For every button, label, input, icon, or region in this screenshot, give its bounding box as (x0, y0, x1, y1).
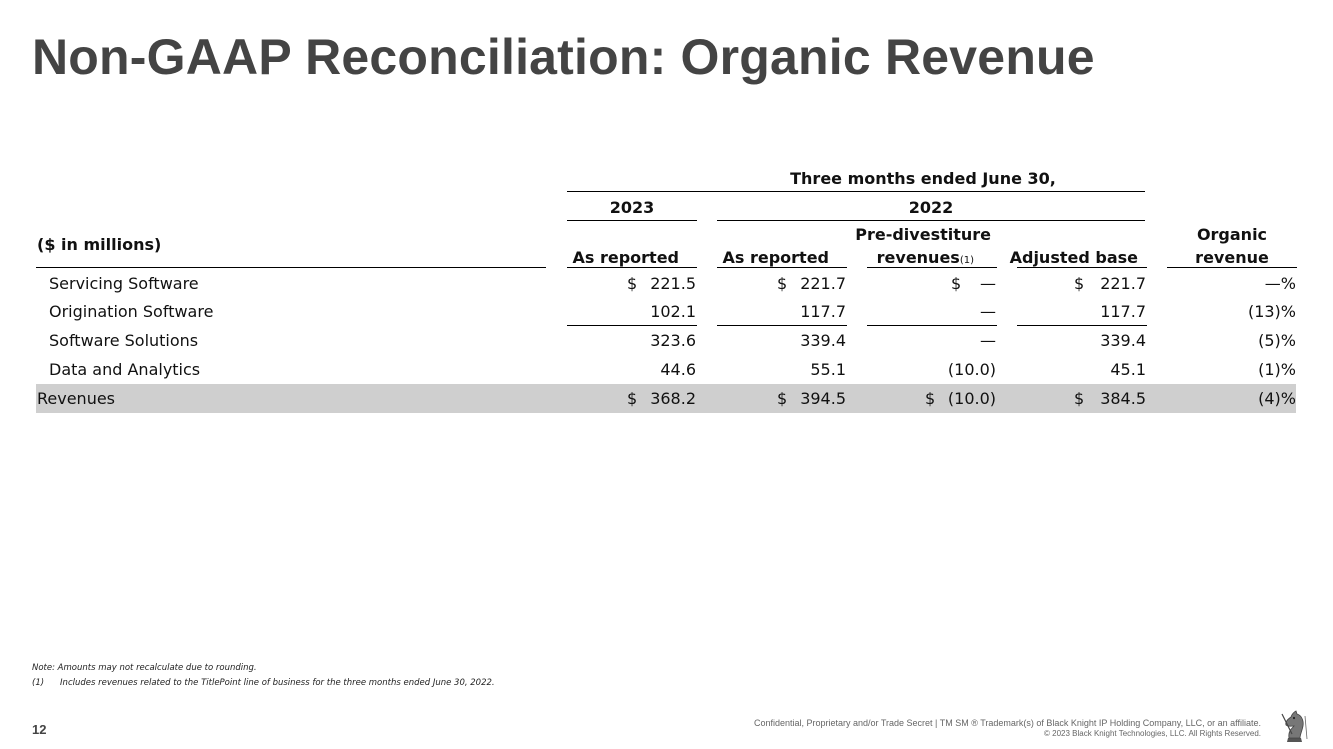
cell-revenues-organic: (4)% (1258, 389, 1296, 408)
cell-software-solutions-2022: 339.4 (800, 331, 846, 350)
cell-servicing-pre: — (980, 274, 996, 293)
header-rule-adjusted (1017, 267, 1147, 268)
row-label-servicing-software: Servicing Software (49, 274, 199, 293)
currency-symbol: $ (777, 389, 788, 408)
col-as-reported-2023: As reported (572, 248, 679, 267)
col-organic-line2: revenue (1195, 248, 1269, 267)
cell-servicing-adjusted: 221.7 (1100, 274, 1146, 293)
footer-confidential: Confidential, Proprietary and/or Trade Secret | TM SM ® Trademark(s) of Black Knight IP Holding Company, LLC, or an affiliate. (753, 718, 1261, 728)
cell-data-analytics-adjusted: 45.1 (1110, 360, 1146, 379)
currency-symbol: $ (627, 274, 638, 293)
header-rule-2022 (717, 267, 847, 268)
year-2022-header: 2022 (908, 198, 954, 217)
col-as-reported-2022: As reported (722, 248, 829, 267)
currency-symbol: $ (1074, 389, 1085, 408)
cell-servicing-organic: —% (1264, 274, 1296, 293)
subtotal-rule-2023 (567, 325, 697, 326)
currency-symbol: $ (925, 389, 936, 408)
col-adjusted-base: Adjusted base (1009, 248, 1138, 267)
cell-origination-pre: — (980, 302, 996, 321)
header-rule-2023 (567, 267, 697, 268)
cell-servicing-2022: 221.7 (800, 274, 846, 293)
cell-revenues-2022: 394.5 (800, 389, 846, 408)
col-pre-divestiture-footnote-ref: (1) (959, 255, 974, 266)
rounding-note: Note: Amounts may not recalculate due to rounding. (32, 663, 257, 673)
row-label-software-solutions: Software Solutions (49, 331, 199, 350)
cell-data-analytics-pre: (10.0) (947, 360, 996, 379)
black-knight-chess-knight-icon (1278, 708, 1310, 744)
header-rule-label (36, 267, 546, 268)
cell-data-analytics-organic: (1)% (1258, 360, 1296, 379)
currency-symbol: $ (777, 274, 788, 293)
year-2023-header: 2023 (609, 198, 655, 217)
cell-software-solutions-organic: (5)% (1258, 331, 1296, 350)
cell-data-analytics-2023: 44.6 (660, 360, 696, 379)
page-title: Non-GAAP Reconciliation: Organic Revenue (32, 29, 1095, 85)
page-number: 12 (32, 722, 47, 737)
currency-symbol: $ (627, 389, 638, 408)
cell-servicing-2023: 221.5 (650, 274, 696, 293)
col-pre-divestiture-line2: revenues(1) (876, 248, 974, 267)
header-rule-pre (867, 267, 997, 268)
cell-origination-2022: 117.7 (800, 302, 846, 321)
col-organic-line1: Organic (1196, 225, 1268, 244)
header-rule-organic (1167, 267, 1297, 268)
cell-revenues-adjusted: 384.5 (1100, 389, 1146, 408)
subtotal-rule-adjusted (1017, 325, 1147, 326)
row-label-revenues: Revenues (37, 389, 116, 408)
period-rule (567, 191, 1145, 192)
footnote-1 (32, 678, 495, 688)
cell-software-solutions-2023: 323.6 (650, 331, 696, 350)
cell-data-analytics-2022: 55.1 (810, 360, 846, 379)
cell-origination-adjusted: 117.7 (1100, 302, 1146, 321)
subtotal-rule-pre (867, 325, 997, 326)
footnote-marker: (1) (32, 678, 45, 688)
footer-copyright: © 2023 Black Knight Technologies, LLC. All Rights Reserved. (1044, 729, 1261, 738)
cell-software-solutions-adjusted: 339.4 (1100, 331, 1146, 350)
period-header: Three months ended June 30, (790, 169, 1056, 188)
currency-symbol: $ (951, 274, 962, 293)
col-pre-divestiture-line1: Pre-divestiture (855, 225, 991, 244)
cell-software-solutions-pre: — (980, 331, 996, 350)
year-2022-rule (717, 220, 1145, 221)
units-label: ($ in millions) (37, 235, 162, 254)
year-2023-rule (567, 220, 697, 221)
cell-revenues-2023: 368.2 (650, 389, 696, 408)
cell-revenues-pre: (10.0) (947, 389, 996, 408)
footnote-text: Includes revenues related to the TitlePoint line of business for the three months ended June 30, 2022. (60, 678, 495, 688)
subtotal-rule-2022 (717, 325, 847, 326)
row-label-data-and-analytics: Data and Analytics (49, 360, 201, 379)
cell-origination-organic: (13)% (1247, 302, 1296, 321)
currency-symbol: $ (1074, 274, 1085, 293)
cell-origination-2023: 102.1 (650, 302, 696, 321)
row-label-origination-software: Origination Software (49, 302, 214, 321)
